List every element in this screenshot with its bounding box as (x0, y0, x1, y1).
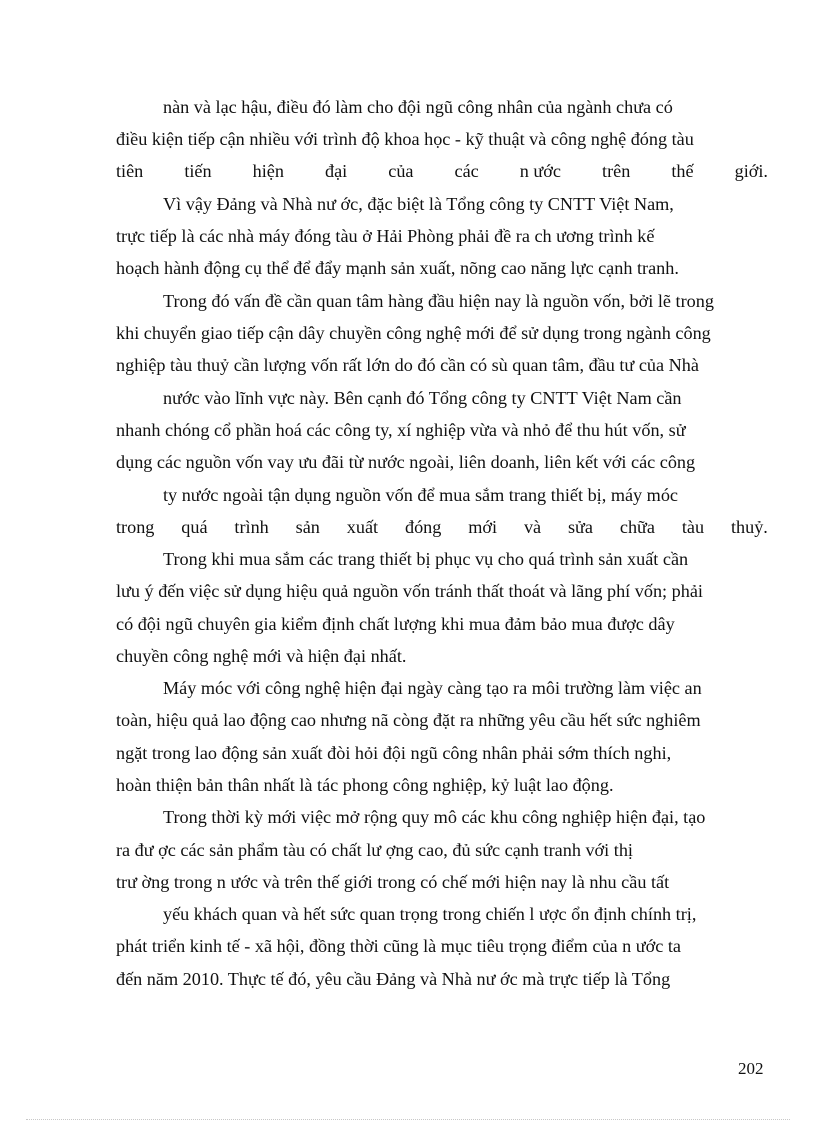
text-line: Vì vậy Đảng và Nhà nư ớc, đặc biệt là Tổng công ty CNTT Việt Nam, (163, 194, 674, 214)
spread-text-line (116, 160, 768, 182)
word: chữa (619, 517, 655, 537)
word: xuất (346, 517, 379, 537)
text-line: toàn, hiệu quả lao động cao nhưng nã còng đặt ra những yêu cầu hết sức nghiêm (116, 710, 701, 730)
word: thế (671, 161, 694, 181)
text-line: nàn và lạc hậu, điều đó làm cho đội ngũ công nhân của ngành chưa có (163, 97, 673, 117)
word: tiên (116, 161, 144, 181)
word: quá (181, 517, 208, 537)
text-line: hoạch hành động cụ thể để đẩy mạnh sản xuất, nõng cao năng lực cạnh tranh. (116, 258, 679, 278)
word: trong (116, 517, 155, 537)
word: trên (602, 161, 631, 181)
word: giới. (734, 161, 768, 181)
word: n ước (519, 161, 561, 181)
word: trình (234, 517, 269, 537)
word: sửa (567, 517, 593, 537)
text-line: nước vào lĩnh vực này. Bên cạnh đó Tổng công ty CNTT Việt Nam cần (163, 388, 682, 408)
text-line: nghiệp tàu thuỷ cần lượng vốn rất lớn do đó cần có sù quan tâm, đầu tư của Nhà (116, 355, 699, 375)
text-line: ty nước ngoài tận dụng nguồn vốn để mua sắm trang thiết bị, máy móc (163, 485, 678, 505)
text-line: có đội ngũ chuyên gia kiểm định chất lượng khi mua đảm bảo mua được dây (116, 614, 675, 634)
text-line: nhanh chóng cổ phần hoá các công ty, xí nghiệp vừa và nhỏ để thu hút vốn, sử (116, 420, 686, 440)
text-line: Trong đó vấn đề cần quan tâm hàng đầu hiện nay là nguồn vốn, bởi lẽ trong (163, 291, 714, 311)
text-line: điều kiện tiếp cận nhiều với trình độ khoa học - kỹ thuật và công nghệ đóng tàu (116, 129, 694, 149)
text-line: lưu ý đến việc sử dụng hiệu quả nguồn vốn tránh thất thoát và lãng phí vốn; phải (116, 581, 703, 601)
word: đại (324, 161, 348, 181)
word: của (388, 161, 414, 181)
word: sản (295, 517, 320, 537)
word: tàu (681, 517, 705, 537)
text-line: ra đư ợc các sản phẩm tàu có chất lư ợng cao, đủ sức cạnh tranh với thị (116, 840, 633, 860)
word: đóng (404, 517, 442, 537)
word: thuỷ. (730, 517, 768, 537)
text-line: trực tiếp là các nhà máy đóng tàu ở Hải Phòng phải đề ra ch ương trình kế (116, 226, 655, 246)
text-line: phát triển kinh tế - xã hội, đồng thời cũng là mục tiêu trọng điểm của n ước ta (116, 936, 681, 956)
word: mới (468, 517, 498, 537)
text-line: Máy móc với công nghệ hiện đại ngày càng tạo ra môi trường làm việc an (163, 678, 702, 698)
text-line: dụng các nguồn vốn vay ưu đãi từ nước ngoài, liên doanh, liên kết với các công (116, 452, 696, 472)
text-line: trư ờng trong n ước và trên thế giới trong có chế mới hiện nay là nhu cầu tất (116, 872, 670, 892)
page-bottom-rule (26, 1119, 790, 1120)
text-line: chuyền công nghệ mới và hiện đại nhất. (116, 646, 407, 666)
text-line: Trong thời kỳ mới việc mở rộng quy mô các khu công nghiệp hiện đại, tạo (163, 807, 706, 827)
text-line: khi chuyển giao tiếp cận dây chuyền công nghệ mới để sử dụng trong ngành công (116, 323, 711, 343)
word: tiến (184, 161, 212, 181)
text-line: đến năm 2010. Thực tế đó, yêu cầu Đảng và Nhà nư ớc mà trực tiếp là Tổng (116, 969, 671, 989)
text-line: yếu khách quan và hết sức quan trọng trong chiến l ược ổn định chính trị, (163, 904, 697, 924)
word: và (523, 517, 542, 537)
text-line: ngặt trong lao động sản xuất đòi hỏi đội ngũ công nhân phải sớm thích nghi, (116, 743, 672, 763)
text-line: Trong khi mua sắm các trang thiết bị phục vụ cho quá trình sản xuất cần (163, 549, 689, 569)
word: hiện (252, 161, 284, 181)
text-line: hoàn thiện bản thân nhất là tác phong công nghiệp, kỷ luật lao động. (116, 775, 614, 795)
spread-text-line (116, 516, 768, 538)
page-number: 202 (738, 1059, 764, 1078)
word: các (454, 161, 479, 181)
